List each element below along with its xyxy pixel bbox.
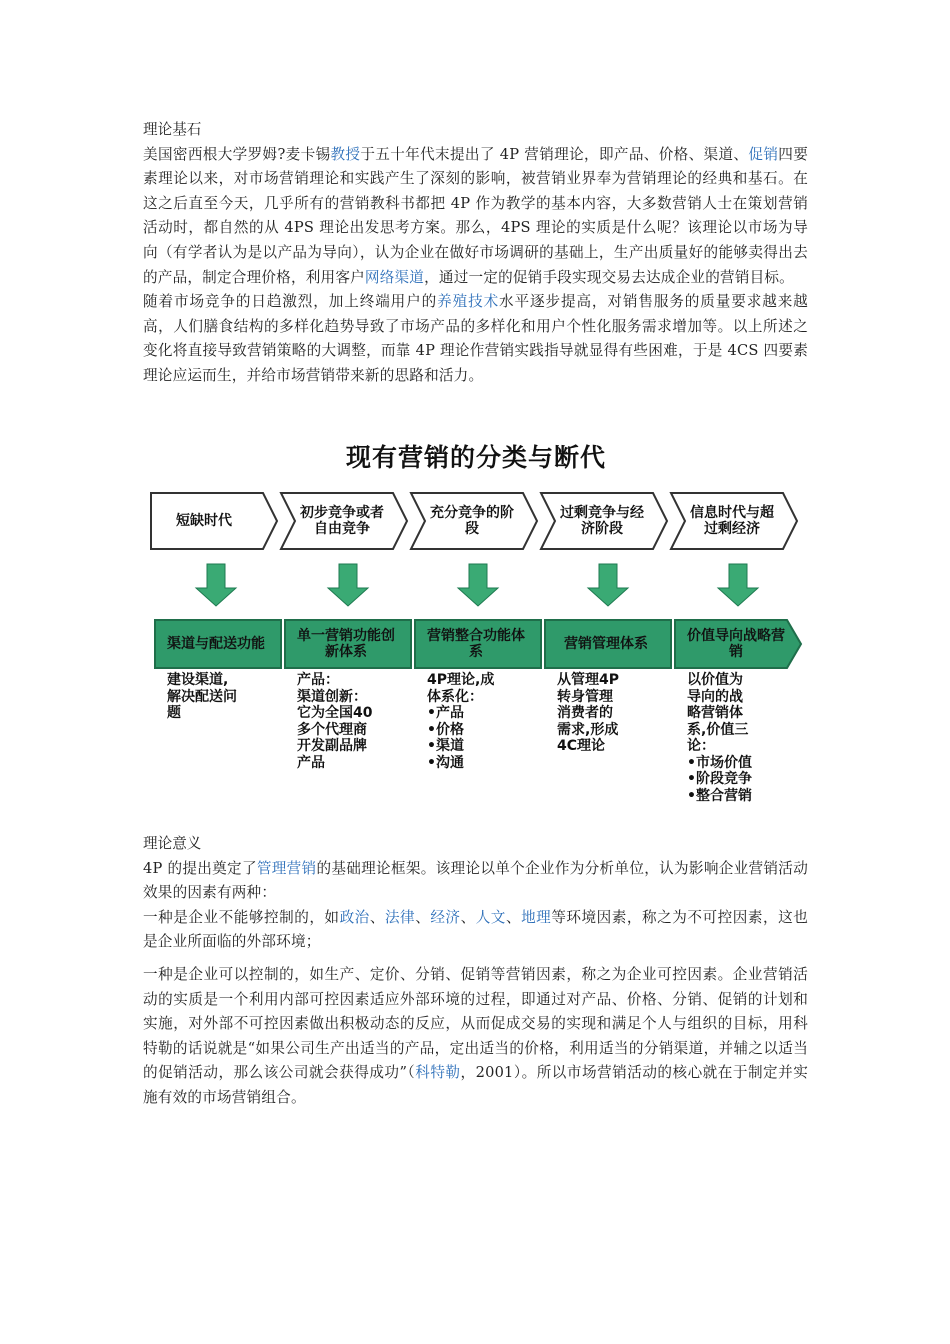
function-description: 产品： 渠道创新： 它为全国40 多个代理商 开发副品牌 产品 [297,672,373,771]
function-description: 从管理4P 转身管理 消费者的 需求,形成 4C理论 [557,672,620,754]
text: 、 [415,908,431,926]
link-humanities[interactable]: 人文 [475,908,506,926]
paragraph [143,290,808,388]
text: 四要素理论以来，对市场营销理论和实践产生了深刻的影响，被营销业界奉为营销理论的经典和基石。在这之后直至今天，几乎所有的营销教科书都把 4P 作为教学的基本内容，大多数营销人士在策划营销活动时，都自然的从 4PS 理论出发思考方案。那么，4PS 理论的实质是什么呢？该理论以市场为导向（有学者认为是以产品为导向），认为企业在做好市场调研的基础上，生产出质量好的能够卖得出去的产品，制定合理价格，利用客户 [143,145,808,286]
link-breeding-tech[interactable]: 养殖技术 [437,293,500,311]
section-title: 理论意义 [143,835,202,852]
text: 一种是企业可以控制的，如生产、定价、分销、促销等营销因素，称之为企业可控因素。企业营销活动的实质是一个利用内部可控因素适应外部环境的过程，即通过对产品、价格、分销、促销的计划和实施，对外部不可控因素做出积极动态的反应，从而促成交易的实现和满足个人与组织的目标，用科特勒的话说就是“如果公司生产出适当的产品，定出适当的价格，利用适当的分销渠道，并辅之以适当的促销活动，那么该公司就会获得成功”（ [143,965,808,1082]
function-label: 单一营销功能创新体系 [297,628,395,660]
link-geography[interactable]: 地理 [521,908,552,926]
paragraph [143,963,808,1111]
text: 于五十年代末提出了 4P 营销理论，即产品、价格、渠道、 [360,145,749,163]
text: ，通过一定的促销手段实现交易去达成企业的营销目标。 [424,268,794,286]
link-professor[interactable]: 教授 [330,145,361,163]
text: 4P 的提出奠定了 [143,859,257,877]
text: 美国密西根大学罗姆?麦卡锡 [143,145,331,163]
link-promotion[interactable]: 促销 [748,145,779,163]
function-description: 4P理论,成 体系化： •产品 •价格 •渠道 •沟通 [427,672,495,771]
section-title: 理论基石 [143,121,202,138]
text: 水平逐步提高，对销售服务的质量要求越来越高，人们膳食结构的多样化趋势导致了市场产品的多样化和用户个性化服务需求增加等。以上所述之变化将直接导致营销策略的大调整，而靠 4P 理论作营销实践指导就显得有些困难，于是 4CS 四要素理论应运而生，并给市场营销带来新的思路和活力。 [143,293,808,384]
text: 的基础理论框架。该理论以单个企业作为分析单位，认为影响企业营销活动效果的因素有两种： [143,859,808,902]
text: 、 [369,908,385,926]
function-description: 以价值为 导向的战 略营销体 系,价值三 论： •市场价值 •阶段竞争 •整合营销 [687,672,752,804]
function-label: 营销管理体系 [564,636,648,652]
era-label: 信息时代与超过剩经济 [690,505,774,537]
function-label: 渠道与配送功能 [167,636,265,652]
diagram-title: 现有营销的分类与断代 [345,443,606,472]
text: 随着市场竞争的日趋激烈，加上终端用户的 [143,293,438,311]
paragraph [143,906,808,955]
text: 、 [505,908,522,926]
function-description: 建设渠道, 解决配送问 题 [167,672,237,721]
text: ，2001）。所以市场营销活动的核心就在于制定并实施有效的市场营销组合。 [143,1064,808,1106]
link-management-marketing[interactable]: 管理营销 [256,859,317,877]
paragraph [143,857,808,906]
paragraph [143,143,808,291]
text: 、 [460,908,476,926]
link-politics[interactable]: 政治 [339,908,370,926]
era-label: 初步竞争或者自由竞争 [300,505,384,537]
link-law[interactable]: 法律 [384,908,416,926]
section-theory-meaning [143,832,808,1111]
link-kotler[interactable]: 科特勒 [415,1064,461,1082]
marketing-eras-diagram [143,430,809,804]
era-label: 短缺时代 [176,513,232,529]
function-label: 价值导向战略营销 [687,628,785,660]
function-label: 营销整合功能体系 [427,628,525,660]
era-label: 充分竞争的阶段 [430,505,514,537]
section-theory-foundation [143,118,808,389]
text: 等环境因素，称之为不可控因素，这也是企业所面临的外部环境； [143,908,809,951]
text: 一种是企业不能够控制的，如 [143,908,340,926]
era-label: 过剩竞争与经济阶段 [560,505,644,537]
link-economy[interactable]: 经济 [430,908,461,926]
link-network-channel[interactable]: 网络渠道 [364,268,425,286]
